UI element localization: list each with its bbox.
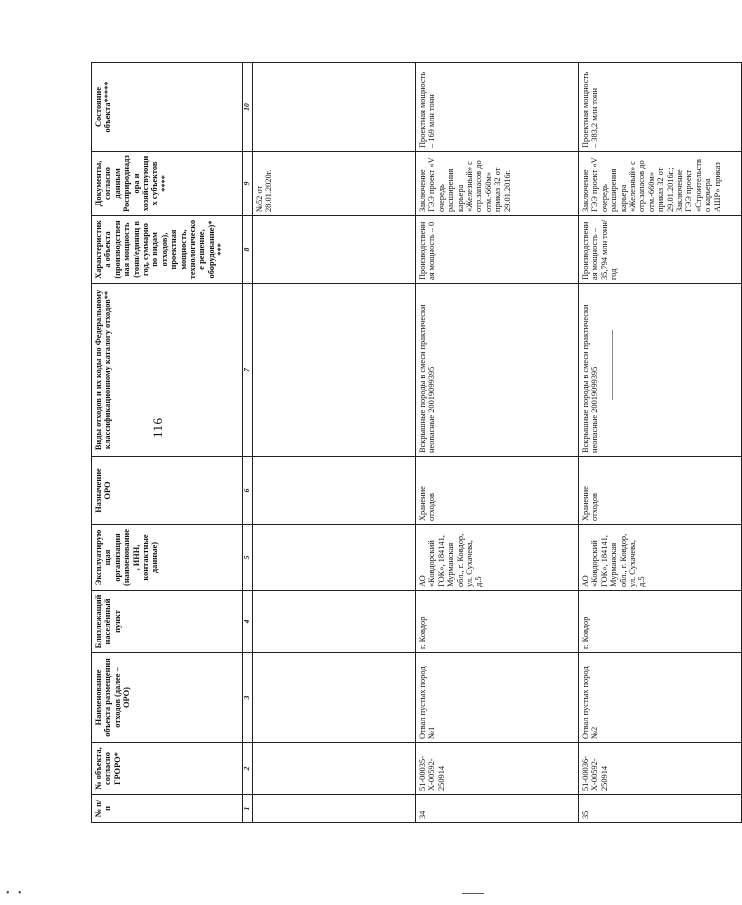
cell-capacity: Производственная мощность – 35,794 млн тонн/год	[579, 216, 742, 284]
header-cell: Близлежащий населённый пункт	[92, 591, 243, 653]
cell-status: Проектная мощность – 169 млн тонн	[416, 63, 579, 152]
waste-objects-table	[91, 62, 742, 823]
header-cell: Эксплуатирующая организация (наименование, ИНН, контактные данные)	[92, 525, 243, 591]
index-cell: 5	[243, 525, 253, 591]
cell-documents: Заключение ГЭЭ проект «V очередь расширения карьера «Железный» с отр.запасов до отм.-660м» приказ 32 от 29.01.2016г.; Заключение ГЭЭ проект «Строительство карьера АШР» приказ	[579, 152, 742, 216]
cell-settlement: г. Ковдор	[416, 591, 579, 653]
cell-num: 34	[416, 795, 579, 823]
header-cell: № п/п	[92, 795, 243, 823]
header-row	[92, 63, 243, 823]
cell-waste: Вскрышные породы в смеси практически неопасные 20019099395	[579, 284, 742, 457]
header-cell: Назначение ОРО	[92, 457, 243, 525]
cell-name	[253, 653, 416, 743]
index-cell: 7	[243, 284, 253, 457]
cell-name: Отвал пустых пород №2	[579, 653, 742, 743]
cell-capacity	[253, 216, 416, 284]
cell-num	[253, 795, 416, 823]
cell-operator: АО «Ковдорский ГОК», 184141, Мурманская обл., г. Ковдор, ул. Сухачева, д.5	[579, 525, 742, 591]
table-row	[579, 63, 742, 823]
table-row	[253, 63, 416, 823]
column-index-row	[243, 63, 253, 823]
cell-documents: №52 от 28.01.2020г.	[253, 152, 416, 216]
page-number: 116	[150, 417, 165, 438]
cell-groro: 51-00035-Х-00592-250914	[416, 743, 579, 795]
cell-purpose: Хранение отходов	[416, 457, 579, 525]
cell-waste: Вскрышные породы в смеси практически неопасные 20019099395	[416, 284, 579, 457]
index-cell: 1	[243, 795, 253, 823]
index-cell: 10	[243, 63, 253, 152]
cell-capacity: Производственная мощность – 0	[416, 216, 579, 284]
cell-groro: 51-00036-Х-00592-250914	[579, 743, 742, 795]
index-cell: 8	[243, 216, 253, 284]
cell-purpose: Хранение отходов	[579, 457, 742, 525]
index-cell: 4	[243, 591, 253, 653]
cell-status: Проектная мощность – 383,2 млн тонн	[579, 63, 742, 152]
cell-settlement	[253, 591, 416, 653]
cell-status	[253, 63, 416, 152]
header-cell: Документы, согласно данным Росприроднадзора и хозяйствующих субъектов ****	[92, 152, 243, 216]
cell-purpose	[253, 457, 416, 525]
cell-operator	[253, 525, 416, 591]
scan-speck: • •	[6, 888, 25, 899]
cell-settlement: г. Ковдор	[579, 591, 742, 653]
cell-groro	[253, 743, 416, 795]
cell-num: 35	[579, 795, 742, 823]
header-cell: № объекта, согласно ГРОРО*	[92, 743, 243, 795]
cell-name: Отвал пустых пород №1	[416, 653, 579, 743]
scan-dash	[462, 893, 484, 894]
index-cell: 2	[243, 743, 253, 795]
index-cell: 9	[243, 152, 253, 216]
index-cell: 6	[243, 457, 253, 525]
cell-documents: Заключение ГЭЭ проект «V очередь расширения карьера «Железный» с отр.запасов до отм.-660м» приказ 32 от 29.01.2016г.	[416, 152, 579, 216]
cell-operator: АО «Ковдорский ГОК», 184141, Мурманская обл., г. Ковдор, ул. Сухачева, д.5	[416, 525, 579, 591]
header-cell: Наименование объекта размещения отходов (далее – ОРО)	[92, 653, 243, 743]
header-cell: Виды отходов и их коды по Федеральному классификационному каталогу отходов**	[92, 284, 243, 457]
rotated-table-container	[91, 63, 722, 823]
header-cell: Характеристика объекта (производственная мощность (тонн/единиц в год, суммарно по видам отходов), проектная мощность, технологическое решение, оборудование)****	[92, 216, 243, 284]
index-cell: 3	[243, 653, 253, 743]
cell-waste	[253, 284, 416, 457]
table-row	[416, 63, 579, 823]
header-cell: Состояние объекта*****	[92, 63, 243, 152]
